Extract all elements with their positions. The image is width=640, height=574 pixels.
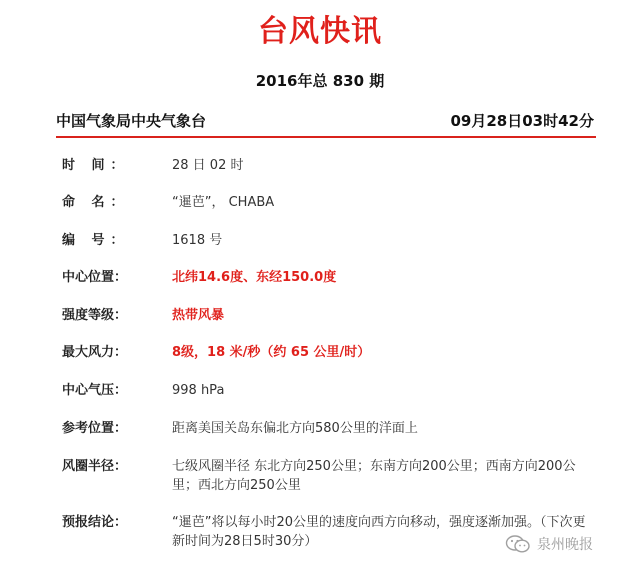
row-value: “暹芭”， CHABA xyxy=(172,195,275,210)
row-label: 预报结论： xyxy=(62,515,128,530)
issue-number: 2016年总 830 期 xyxy=(255,72,385,90)
row-label: 风圈半径： xyxy=(62,459,128,474)
row-label: 中心气压： xyxy=(62,383,128,398)
row-value: 七级风圈半径 东北方向250公里；东南方向200公里；西南方向200公里；西北方向250公里 xyxy=(172,459,576,493)
row-label: 编 号： xyxy=(62,233,130,248)
wechat-icon xyxy=(505,534,531,554)
row-label: 命 名： xyxy=(62,195,130,210)
row-value: 998 hPa xyxy=(172,383,225,398)
row-label: 参考位置： xyxy=(62,421,128,436)
row-label: 最大风力： xyxy=(62,345,128,360)
watermark-text: 泉州晚报 xyxy=(537,537,593,553)
agency-name: 中国气象局中央气象台 xyxy=(56,112,207,130)
page-title: 台风快讯 xyxy=(258,14,382,49)
row-label: 时 间： xyxy=(62,158,130,173)
row-value: 热带风暴 xyxy=(172,308,225,323)
bulletin-header xyxy=(56,110,594,131)
row-value: 8级，18 米/秒（约 65 公里/时） xyxy=(172,345,371,360)
row-value: 28 日 02 时 xyxy=(172,158,244,173)
row-value: “暹芭”将以每小时20公里的速度向西方向移动，强度逐渐加强。（下次更新时间为28日5时30分） xyxy=(172,515,586,549)
row-value: 1618 号 xyxy=(172,233,223,248)
row-label: 强度等级： xyxy=(62,308,128,323)
header-divider xyxy=(56,136,596,138)
watermark xyxy=(505,534,593,554)
bulletin-time: 09月28日03时42分 xyxy=(450,112,594,130)
row-value: 距离美国关岛东偏北方向580公里的洋面上 xyxy=(172,421,418,436)
row-label: 中心位置： xyxy=(62,270,128,285)
row-value: 北纬14.6度、东经150.0度 xyxy=(172,270,337,285)
